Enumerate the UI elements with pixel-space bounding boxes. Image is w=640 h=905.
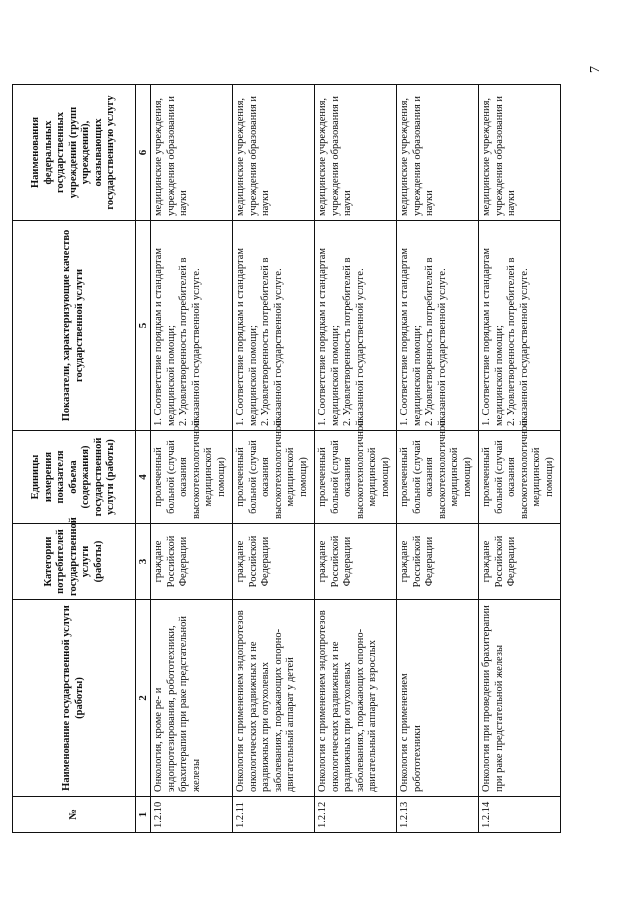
page-number: 7 xyxy=(588,66,603,73)
quality-item: 1. Соответствие порядкам и стандартам медицинской помощи; xyxy=(235,247,259,426)
consumers: граждане Российской Федерации xyxy=(397,524,479,600)
header-number: № xyxy=(13,797,136,833)
quality-item: 2. Удовлетворенность потребителей в оказанной государственной услуге. xyxy=(424,257,448,426)
consumers: граждане Российской Федерации xyxy=(315,524,397,600)
header-quality: Показатели, характеризующие качество государственной услуги xyxy=(13,221,136,431)
institutions: медицинские учреждения, учреждения образования и науки xyxy=(479,85,561,221)
row-number: 1.2.12 xyxy=(315,797,397,833)
header-consumers: Категории потребителей государственной услуги (работы) xyxy=(13,524,136,600)
header-units: Единицы измерения показателя объема (содержания) государственной услуги (работы) xyxy=(13,431,136,524)
institutions: медицинские учреждения, учреждения образования и науки xyxy=(233,85,315,221)
table-row xyxy=(233,85,315,833)
column-number: 3 xyxy=(136,524,151,600)
column-number-row xyxy=(136,85,151,833)
row-number: 1.2.10 xyxy=(151,797,233,833)
quality-item: 1. Соответствие порядкам и стандартам медицинской помощи; xyxy=(153,247,177,426)
column-number: 2 xyxy=(136,600,151,797)
column-number: 6 xyxy=(136,85,151,221)
table-row xyxy=(397,85,479,833)
table-row xyxy=(479,85,561,833)
institutions: медицинские учреждения, учреждения образования и науки xyxy=(151,85,233,221)
services-table xyxy=(12,84,561,833)
quality-item: 1. Соответствие порядкам и стандартам медицинской помощи; xyxy=(317,247,341,426)
row-number: 1.2.11 xyxy=(233,797,315,833)
units: пролеченный больной (случай оказания высокотехнологичной медицинской помощи) xyxy=(233,431,315,524)
institutions: медицинские учреждения, учреждения образования и науки xyxy=(315,85,397,221)
units: пролеченный больной (случай оказания высокотехнологичной медицинской помощи) xyxy=(479,431,561,524)
quality-indicators xyxy=(397,221,479,431)
row-number: 1.2.14 xyxy=(479,797,561,833)
quality-indicators xyxy=(315,221,397,431)
units: пролеченный больной (случай оказания высокотехнологичной медицинской помощи) xyxy=(315,431,397,524)
consumers: граждане Российской Федерации xyxy=(233,524,315,600)
quality-indicators xyxy=(233,221,315,431)
quality-item: 2. Удовлетворенность потребителей в оказанной государственной услуге. xyxy=(178,257,202,426)
service-name: Онкология с применением эндопротезов онкологических раздвижных и не раздвижных при опухолевых заболеваниях, поражающих опорно-двигательный аппарат у взрослых xyxy=(315,600,397,797)
quality-indicators xyxy=(479,221,561,431)
consumers: граждане Российской Федерации xyxy=(151,524,233,600)
column-number: 4 xyxy=(136,431,151,524)
quality-item: 2. Удовлетворенность потребителей в оказанной государственной услуге. xyxy=(260,257,284,426)
quality-item: 2. Удовлетворенность потребителей в оказанной государственной услуге. xyxy=(506,257,530,426)
consumers: граждане Российской Федерации xyxy=(479,524,561,600)
table-row xyxy=(151,85,233,833)
quality-item: 2. Удовлетворенность потребителей в оказанной государственной услуге. xyxy=(342,257,366,426)
units: пролеченный больной (случай оказания высокотехнологичной медицинской помощи) xyxy=(397,431,479,524)
quality-item: 1. Соответствие порядкам и стандартам медицинской помощи; xyxy=(399,247,423,426)
header-institutions: Наименования федеральных государственных учреждений (групп учреждений), оказывающих государственную услугу xyxy=(13,85,136,221)
column-number: 5 xyxy=(136,221,151,431)
service-name: Онкология при проведении брахитерапии при раке предстательной железы xyxy=(479,600,561,797)
header-service-name: Наименование государственной услуги (работы) xyxy=(13,600,136,797)
quality-item: 1. Соответствие порядкам и стандартам медицинской помощи; xyxy=(481,247,505,426)
table-row xyxy=(315,85,397,833)
row-number: 1.2.13 xyxy=(397,797,479,833)
service-name: Онкология с применением эндопротезов онкологических раздвижных и не раздвижных при опухолевых заболеваниях, поражающих опорно-двигательный аппарат у детей xyxy=(233,600,315,797)
header-row xyxy=(13,85,136,833)
institutions: медицинские учреждения, учреждения образования и науки xyxy=(397,85,479,221)
column-number: 1 xyxy=(136,797,151,833)
quality-indicators xyxy=(151,221,233,431)
service-name: Онкология с применением робототехники xyxy=(397,600,479,797)
units: пролеченный больной (случай оказания высокотехнологичной медицинской помощи) xyxy=(151,431,233,524)
service-name: Онкология, кроме ре- и эндопротезирования, робототехники, брахитерапии при раке предстательной железы xyxy=(151,600,233,797)
